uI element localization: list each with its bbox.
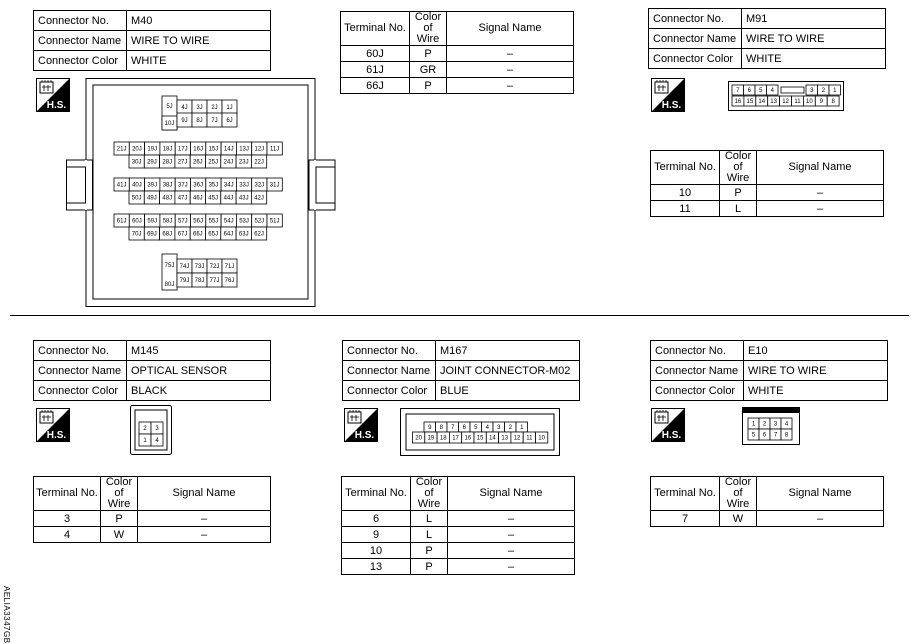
pin-number: 24J: [223, 159, 234, 166]
terminal-no-header: Terminal No.: [34, 477, 101, 511]
signal-name-cell: –: [757, 201, 884, 217]
pin-number: 2: [821, 88, 825, 95]
hs-label: H.S.: [46, 430, 67, 441]
terminal-row: [341, 46, 574, 62]
wire-color-cell: P: [101, 511, 138, 527]
pin-number: 31J: [269, 182, 280, 189]
pin-number: 6J: [226, 118, 233, 125]
connector-color-label: Connector Color: [649, 49, 742, 69]
connector-color-label: Connector Color: [34, 51, 127, 71]
pin-number: 12: [782, 99, 789, 106]
pin-number: 47J: [177, 195, 188, 202]
connector-name-value: WIRE TO WIRE: [742, 29, 886, 49]
terminal-row: [34, 527, 271, 543]
terminal-no-cell: 10: [342, 543, 411, 559]
pin-number: 68J: [162, 231, 173, 238]
terminal-no-cell: 13: [342, 559, 411, 575]
terminal-no-header: Terminal No.: [341, 12, 410, 46]
wire-color-header-line2: Wire: [726, 498, 750, 510]
signal-name-cell: –: [757, 511, 884, 527]
pin-number: 38J: [162, 182, 173, 189]
pin-number: 8: [784, 432, 789, 439]
pin-number: 23J: [238, 159, 249, 166]
pin-number: 4: [155, 438, 159, 445]
wire-color-header-line1: Color of: [105, 476, 133, 499]
pin-number: 14J: [223, 146, 234, 153]
pin-number: 74J: [179, 264, 190, 271]
terminal-table-e10: [650, 476, 884, 527]
connector-name-value: WIRE TO WIRE: [744, 361, 888, 381]
terminal-no-header: Terminal No.: [651, 477, 720, 511]
pin-number: 39J: [147, 182, 158, 189]
pin-number: 40J: [132, 182, 142, 189]
terminal-no-cell: 3: [34, 511, 101, 527]
harness-side-icon: [651, 408, 685, 442]
pin-number: 1: [520, 425, 524, 432]
pin-number: 33J: [239, 182, 249, 189]
connector-name-value: JOINT CONNECTOR-M02: [436, 361, 580, 381]
pin-number: 13J: [239, 146, 249, 153]
connector-name-label: Connector Name: [651, 361, 744, 381]
pin-number: 57J: [178, 218, 188, 225]
pin-number: 42J: [254, 195, 264, 202]
signal-name-header: Signal Name: [757, 151, 884, 185]
connector-color-value: WHITE: [127, 51, 271, 71]
pin-number: 16: [464, 435, 472, 442]
pin-number: 4: [770, 88, 774, 95]
pin-number: 10: [806, 99, 813, 106]
connector-face-m91: [728, 81, 844, 111]
pin-number: 59J: [147, 218, 158, 225]
pin-number: 25J: [208, 159, 218, 166]
pin-number: 70J: [131, 231, 142, 238]
connector-no-label: Connector No.: [34, 11, 127, 31]
pin-number: 7J: [211, 118, 218, 125]
pin-number: 65J: [208, 231, 218, 238]
pin-number: 18: [439, 435, 447, 442]
pin-number: 27J: [177, 159, 188, 166]
pin-number: 5J: [166, 104, 173, 110]
pin-number: 1: [833, 88, 837, 95]
wire-color-header: [411, 477, 448, 511]
pin-number: 11: [526, 435, 533, 442]
pin-number: 18J: [162, 146, 173, 153]
connector-face-e10: [742, 407, 800, 445]
pin-number: 1: [751, 421, 756, 428]
terminal-no-cell: 9: [342, 527, 411, 543]
connector-color-label: Connector Color: [651, 381, 744, 401]
pin-number: 19J: [147, 146, 158, 153]
pin-number: 26J: [193, 159, 203, 166]
pin-number: 35J: [208, 182, 219, 189]
connector-color-value: WHITE: [744, 381, 888, 401]
terminal-no-cell: 4: [34, 527, 101, 543]
wire-color-cell: W: [101, 527, 138, 543]
wire-color-header-line2: Wire: [107, 498, 131, 510]
pin-number: 52J: [254, 218, 265, 225]
wire-color-header-line1: Color of: [415, 476, 443, 499]
pin-number: 4: [784, 421, 789, 428]
terminal-no-cell: 7: [651, 511, 720, 527]
signal-name-header: Signal Name: [757, 477, 884, 511]
connector-name-value: OPTICAL SENSOR: [127, 361, 271, 381]
pin-number: 54J: [223, 218, 234, 225]
harness-side-icon: [36, 408, 70, 442]
signal-name-cell: –: [138, 511, 271, 527]
connector-no-label: Connector No.: [651, 341, 744, 361]
connector-name-label: Connector Name: [343, 361, 436, 381]
harness-side-icon: [344, 408, 378, 442]
pin-number: 15: [476, 435, 484, 442]
pin-number: 61J: [116, 218, 127, 225]
terminal-row: [341, 78, 574, 94]
signal-name-header: Signal Name: [138, 477, 271, 511]
terminal-table-m145: [33, 476, 271, 543]
connector-no-value: E10: [744, 341, 888, 361]
pin-number: 7: [773, 432, 778, 439]
pin-number: 2: [508, 425, 512, 432]
terminal-row: [342, 559, 575, 575]
wire-color-header-line1: Color of: [724, 476, 752, 499]
pin-number: 60J: [132, 218, 142, 225]
connector-color-value: BLUE: [436, 381, 580, 401]
pin-number: 48J: [162, 195, 173, 202]
connector-color-value: BLACK: [127, 381, 271, 401]
wire-color-header-line2: Wire: [417, 498, 441, 510]
pin-number: 30J: [131, 159, 142, 166]
pin-number: 8J: [196, 118, 203, 125]
pin-number: 75J: [164, 263, 175, 269]
terminal-no-cell: 11: [651, 201, 720, 217]
connector-color-label: Connector Color: [34, 381, 127, 401]
pin-number: 1: [143, 438, 147, 445]
connector-info-m40: [33, 10, 271, 71]
wire-color-header: [410, 12, 447, 46]
wire-color-cell: P: [410, 46, 447, 62]
connector-color-label: Connector Color: [343, 381, 436, 401]
pin-number: 11J: [270, 146, 280, 153]
connector-no-value: M167: [436, 341, 580, 361]
wire-color-cell: P: [411, 559, 448, 575]
terminal-no-cell: 60J: [341, 46, 410, 62]
wire-color-header-line1: Color of: [414, 11, 442, 34]
pin-number: 55J: [208, 218, 219, 225]
signal-name-cell: –: [757, 185, 884, 201]
terminal-no-header: Terminal No.: [342, 477, 411, 511]
pin-number: 17: [452, 435, 459, 442]
pin-number: 56J: [193, 218, 203, 225]
connector-no-label: Connector No.: [343, 341, 436, 361]
pin-number: 15J: [208, 146, 219, 153]
pin-number: 72J: [209, 264, 220, 271]
pin-number: 15: [746, 99, 754, 106]
pin-number: 67J: [177, 231, 188, 238]
signal-name-header: Signal Name: [447, 12, 574, 46]
pin-number: 1J: [226, 105, 233, 112]
connector-face-m40: [66, 78, 336, 308]
pin-number: 3: [497, 425, 501, 432]
pin-number: 3: [810, 88, 814, 95]
wire-color-header: [101, 477, 138, 511]
connector-name-label: Connector Name: [34, 361, 127, 381]
terminal-table-m91: [650, 150, 884, 217]
pin-number: 3: [155, 426, 159, 433]
terminal-no-cell: 66J: [341, 78, 410, 94]
pin-number: 5: [759, 88, 763, 95]
wire-color-cell: L: [720, 201, 757, 217]
connector-face-m167: [400, 408, 560, 456]
signal-name-header: Signal Name: [448, 477, 575, 511]
connector-no-label: Connector No.: [34, 341, 127, 361]
signal-name-cell: –: [448, 511, 575, 527]
terminal-table-m40: [340, 11, 574, 94]
connector-no-label: Connector No.: [649, 9, 742, 29]
connector-name-value: WIRE TO WIRE: [127, 31, 271, 51]
pin-number: 4: [485, 425, 489, 432]
pin-number: 11: [794, 99, 801, 106]
pin-number: 13: [501, 435, 509, 442]
terminal-row: [651, 185, 884, 201]
figure-code: AELIA3347GB: [2, 586, 11, 644]
connector-color-value: WHITE: [742, 49, 886, 69]
pin-number: 79J: [179, 278, 190, 285]
pin-number: 8: [831, 99, 835, 106]
pin-number: 41J: [116, 182, 127, 189]
pin-number: 7: [736, 88, 740, 95]
wire-color-cell: P: [411, 543, 448, 559]
connector-no-value: M91: [742, 9, 886, 29]
pin-number: 50J: [131, 195, 142, 202]
wire-color-header: [720, 151, 757, 185]
terminal-no-header: Terminal No.: [651, 151, 720, 185]
wire-color-cell: P: [410, 78, 447, 94]
signal-name-cell: –: [138, 527, 271, 543]
pin-number: 77J: [209, 278, 220, 285]
wire-color-cell: GR: [410, 62, 447, 78]
pin-number: 34J: [223, 182, 234, 189]
signal-name-cell: –: [447, 46, 574, 62]
pin-number: 45J: [208, 195, 218, 202]
pin-number: 16J: [193, 146, 203, 153]
pin-number: 6: [747, 88, 751, 95]
pin-number: 66J: [193, 231, 203, 238]
pin-number: 9: [428, 425, 432, 432]
wire-color-header: [720, 477, 757, 511]
pin-number: 71J: [224, 264, 235, 271]
pin-number: 49J: [147, 195, 157, 202]
pin-number: 32J: [254, 182, 265, 189]
terminal-row: [34, 511, 271, 527]
hs-label: H.S.: [354, 430, 375, 441]
pin-number: 13: [770, 99, 777, 106]
pin-number: 12: [513, 435, 521, 442]
pin-number: 10J: [164, 121, 175, 128]
signal-name-cell: –: [447, 62, 574, 78]
terminal-row: [341, 62, 574, 78]
signal-name-cell: –: [448, 543, 575, 559]
wire-color-cell: W: [720, 511, 757, 527]
connector-name-label: Connector Name: [649, 29, 742, 49]
harness-side-icon: [36, 78, 70, 112]
pin-number: 5: [751, 432, 756, 439]
wire-color-header-line2: Wire: [416, 33, 440, 45]
terminal-no-cell: 6: [342, 511, 411, 527]
wire-color-header-line2: Wire: [726, 172, 750, 184]
pin-number: 51J: [269, 218, 280, 225]
pin-number: 6: [762, 432, 767, 439]
pin-number: 69J: [147, 231, 157, 238]
pin-number: 14: [758, 99, 766, 106]
pin-number: 53J: [239, 218, 249, 225]
pin-number: 6: [462, 425, 466, 432]
pin-number: 20J: [132, 146, 142, 153]
signal-name-cell: –: [448, 559, 575, 575]
pin-number: 43J: [238, 195, 249, 202]
pin-number: 36J: [193, 182, 203, 189]
pin-number: 17J: [178, 146, 188, 153]
pin-number: 64J: [223, 231, 234, 238]
pin-number: 63J: [238, 231, 249, 238]
terminal-row: [342, 527, 575, 543]
terminal-row: [342, 511, 575, 527]
wire-color-header-line1: Color of: [724, 150, 752, 173]
pin-number: 78J: [194, 278, 205, 285]
pin-number: 16: [734, 99, 742, 106]
connector-info-m167: [342, 340, 580, 401]
signal-name-cell: –: [448, 527, 575, 543]
pin-number: 28J: [162, 159, 173, 166]
pin-number: 46J: [193, 195, 203, 202]
pin-number: 3J: [196, 105, 203, 112]
pin-number: 9: [819, 99, 823, 106]
connector-name-label: Connector Name: [34, 31, 127, 51]
terminal-row: [651, 511, 884, 527]
pin-number: 7: [451, 425, 455, 432]
pin-number: 12J: [254, 146, 265, 153]
pin-number: 37J: [178, 182, 188, 189]
terminal-row: [651, 201, 884, 217]
wire-color-cell: L: [411, 511, 448, 527]
terminal-table-m167: [341, 476, 575, 575]
pin-number: 73J: [194, 264, 205, 271]
hs-label: H.S.: [661, 430, 682, 441]
pin-number: 76J: [224, 278, 235, 285]
pin-number: 10: [538, 435, 545, 442]
hs-label: H.S.: [46, 100, 67, 111]
pin-number: 5: [474, 425, 478, 432]
connector-info-m91: [648, 8, 886, 69]
terminal-no-cell: 10: [651, 185, 720, 201]
pin-number: 14: [489, 435, 496, 442]
pin-number: 9J: [181, 118, 188, 125]
pin-number: 58J: [162, 218, 173, 225]
connector-face-m145: [130, 405, 172, 455]
pin-number: 2J: [211, 105, 218, 112]
pin-number: 22J: [254, 159, 264, 166]
pin-number: 19: [427, 435, 435, 442]
terminal-no-cell: 61J: [341, 62, 410, 78]
connector-info-m145: [33, 340, 271, 401]
pin-number: 62J: [254, 231, 264, 238]
pin-number: 3: [773, 421, 778, 428]
pin-number: 20: [415, 435, 422, 442]
wire-color-cell: P: [720, 185, 757, 201]
terminal-row: [342, 543, 575, 559]
pin-number: 21J: [116, 146, 127, 153]
connector-no-value: M145: [127, 341, 271, 361]
connector-no-value: M40: [127, 11, 271, 31]
pin-number: 8: [439, 425, 443, 432]
connector-info-e10: [650, 340, 888, 401]
pin-number: 2: [762, 421, 767, 428]
wire-color-cell: L: [411, 527, 448, 543]
pin-number: 80J: [164, 282, 175, 288]
pin-number: 44J: [223, 195, 234, 202]
harness-side-icon: [651, 78, 685, 112]
keyway: [781, 87, 804, 93]
hs-label: H.S.: [661, 100, 682, 111]
section-divider: [10, 315, 909, 316]
pin-number: 2: [143, 426, 147, 433]
signal-name-cell: –: [447, 78, 574, 94]
pin-number: 4J: [181, 105, 188, 112]
pin-number: 29J: [147, 159, 157, 166]
